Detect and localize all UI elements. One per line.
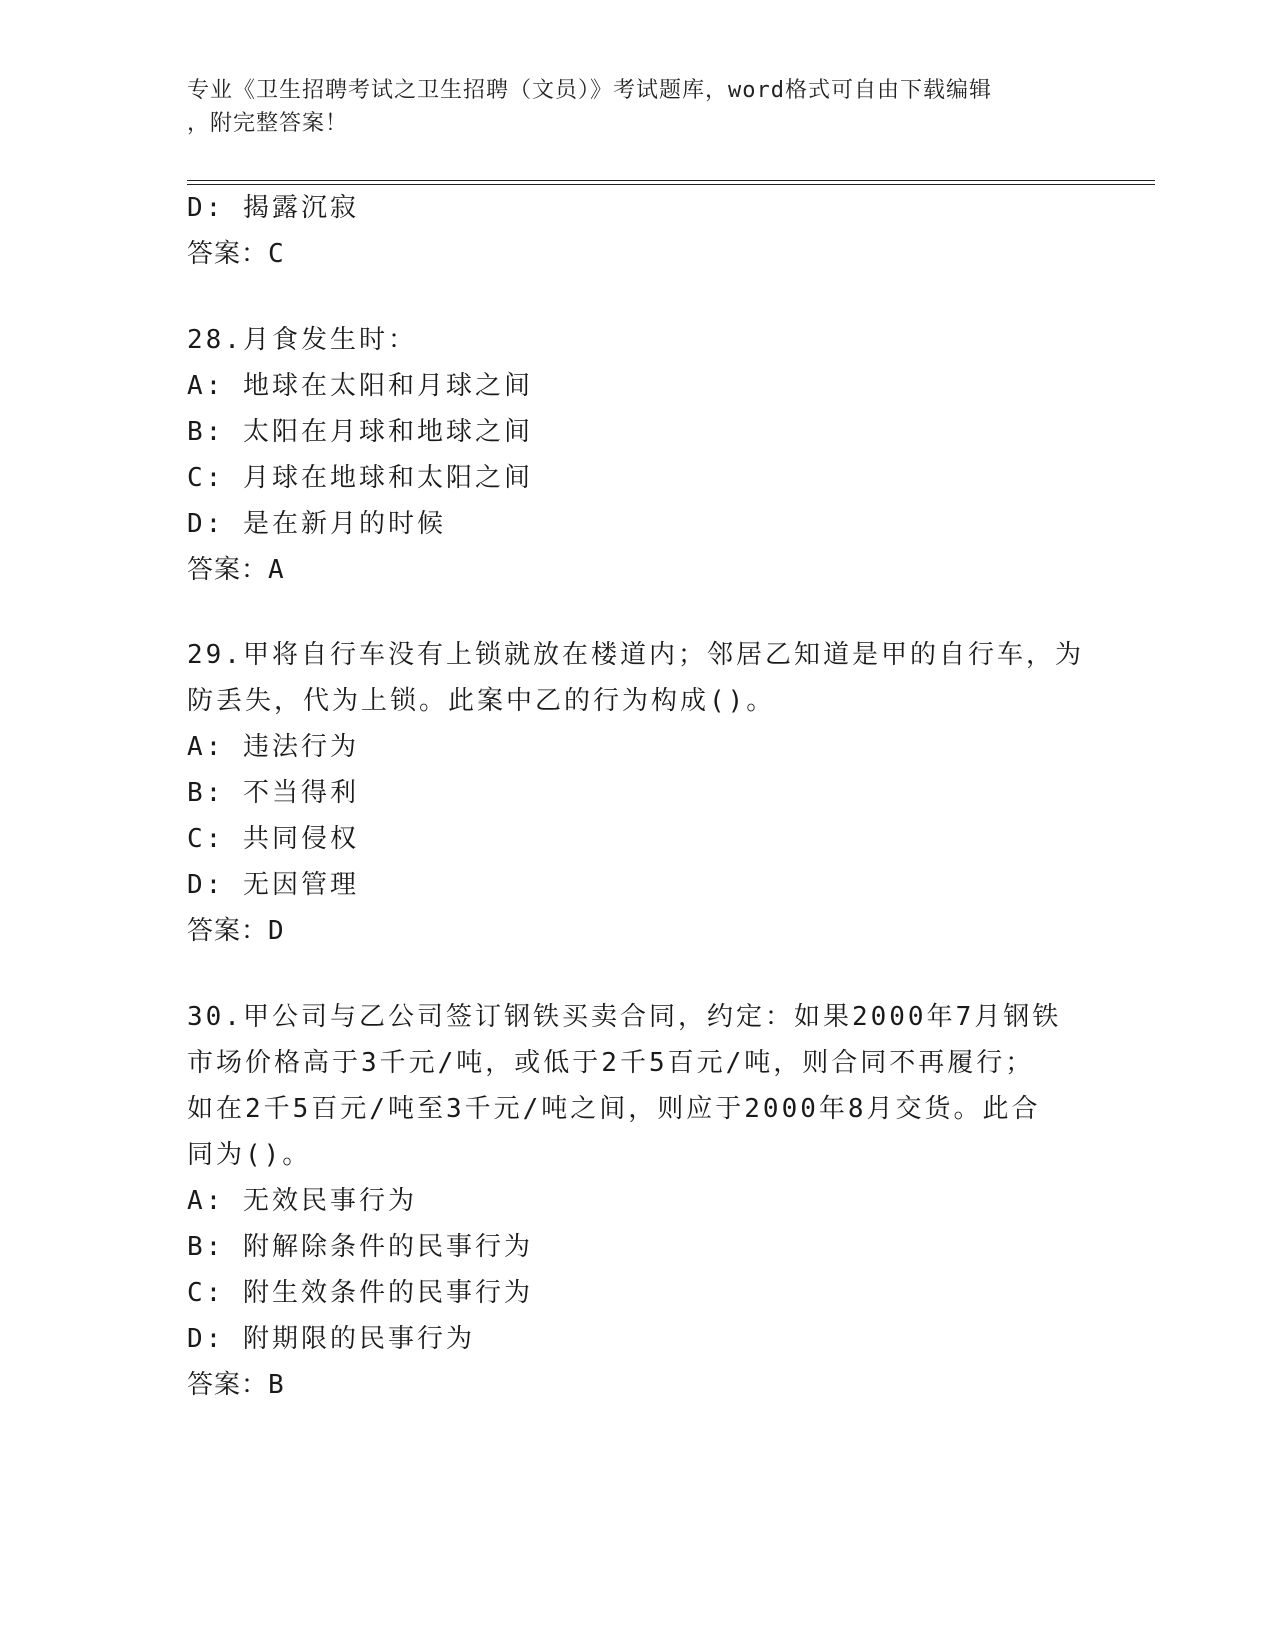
q29-option-a: A: 违法行为 xyxy=(187,732,359,762)
q28-option-c: C: 月球在地球和太阳之间 xyxy=(187,463,533,493)
q30-option-c: C: 附生效条件的民事行为 xyxy=(187,1278,533,1308)
q27-answer xyxy=(187,231,1087,277)
q28-option-b: B: 太阳在月球和地球之间 xyxy=(187,417,533,447)
q28-answer-value: A xyxy=(268,555,285,585)
q30-answer-value: B xyxy=(268,1370,285,1400)
q28-answer-label: 答案： xyxy=(187,555,269,585)
q29-stem-line-1: 29.甲将自行车没有上锁就放在楼道内；邻居乙知道是甲的自行车，为 xyxy=(187,640,1084,670)
q29-option-b: B: 不当得利 xyxy=(187,778,359,808)
question-30-block xyxy=(187,994,1087,1408)
q30-stem-line-4: 同为()。 xyxy=(187,1140,312,1170)
q30-stem-line-2: 市场价格高于3千元/吨，或低于2千5百元/吨，则合同不再履行； xyxy=(187,1048,1035,1078)
document-header xyxy=(187,74,1067,140)
header-line-1: 专业《卫生招聘考试之卫生招聘（文员）》考试题库，word格式可自由下载编辑 xyxy=(187,78,992,103)
q28-option-a: A: 地球在太阳和月球之间 xyxy=(187,371,533,401)
q30-option-a: A: 无效民事行为 xyxy=(187,1186,417,1216)
q29-option-d: D: 无因管理 xyxy=(187,870,359,900)
q29-answer-label: 答案： xyxy=(187,916,269,946)
q30-stem-line-1: 30.甲公司与乙公司签订钢铁买卖合同，约定：如果2000年7月钢铁 xyxy=(187,1002,1062,1032)
q29-answer-value: D xyxy=(268,916,285,946)
header-line-2: ，附完整答案！ xyxy=(187,111,349,136)
q28-stem: 28.月食发生时： xyxy=(187,325,417,355)
question-29-block xyxy=(187,632,1087,954)
q30-option-d: D: 附期限的民事行为 xyxy=(187,1324,475,1354)
q29-stem-line-2: 防丢失，代为上锁。此案中乙的行为构成()。 xyxy=(187,686,776,716)
question-28-block xyxy=(187,317,1087,593)
q30-option-b: B: 附解除条件的民事行为 xyxy=(187,1232,533,1262)
q29-option-c: C: 共同侵权 xyxy=(187,824,359,854)
q28-answer xyxy=(187,547,1087,593)
q28-option-d: D: 是在新月的时候 xyxy=(187,509,446,539)
q30-answer xyxy=(187,1362,1087,1408)
q27-answer-label: 答案： xyxy=(187,239,269,269)
header-divider-top xyxy=(187,180,1155,181)
q27-answer-value: C xyxy=(268,239,285,269)
q29-answer xyxy=(187,908,1087,954)
q30-stem-line-3: 如在2千5百元/吨至3千元/吨之间，则应于2000年8月交货。此合 xyxy=(187,1094,1041,1124)
q27-option-d: D: 揭露沉寂 xyxy=(187,193,359,223)
q30-answer-label: 答案： xyxy=(187,1370,269,1400)
question-27-block xyxy=(187,185,1087,277)
